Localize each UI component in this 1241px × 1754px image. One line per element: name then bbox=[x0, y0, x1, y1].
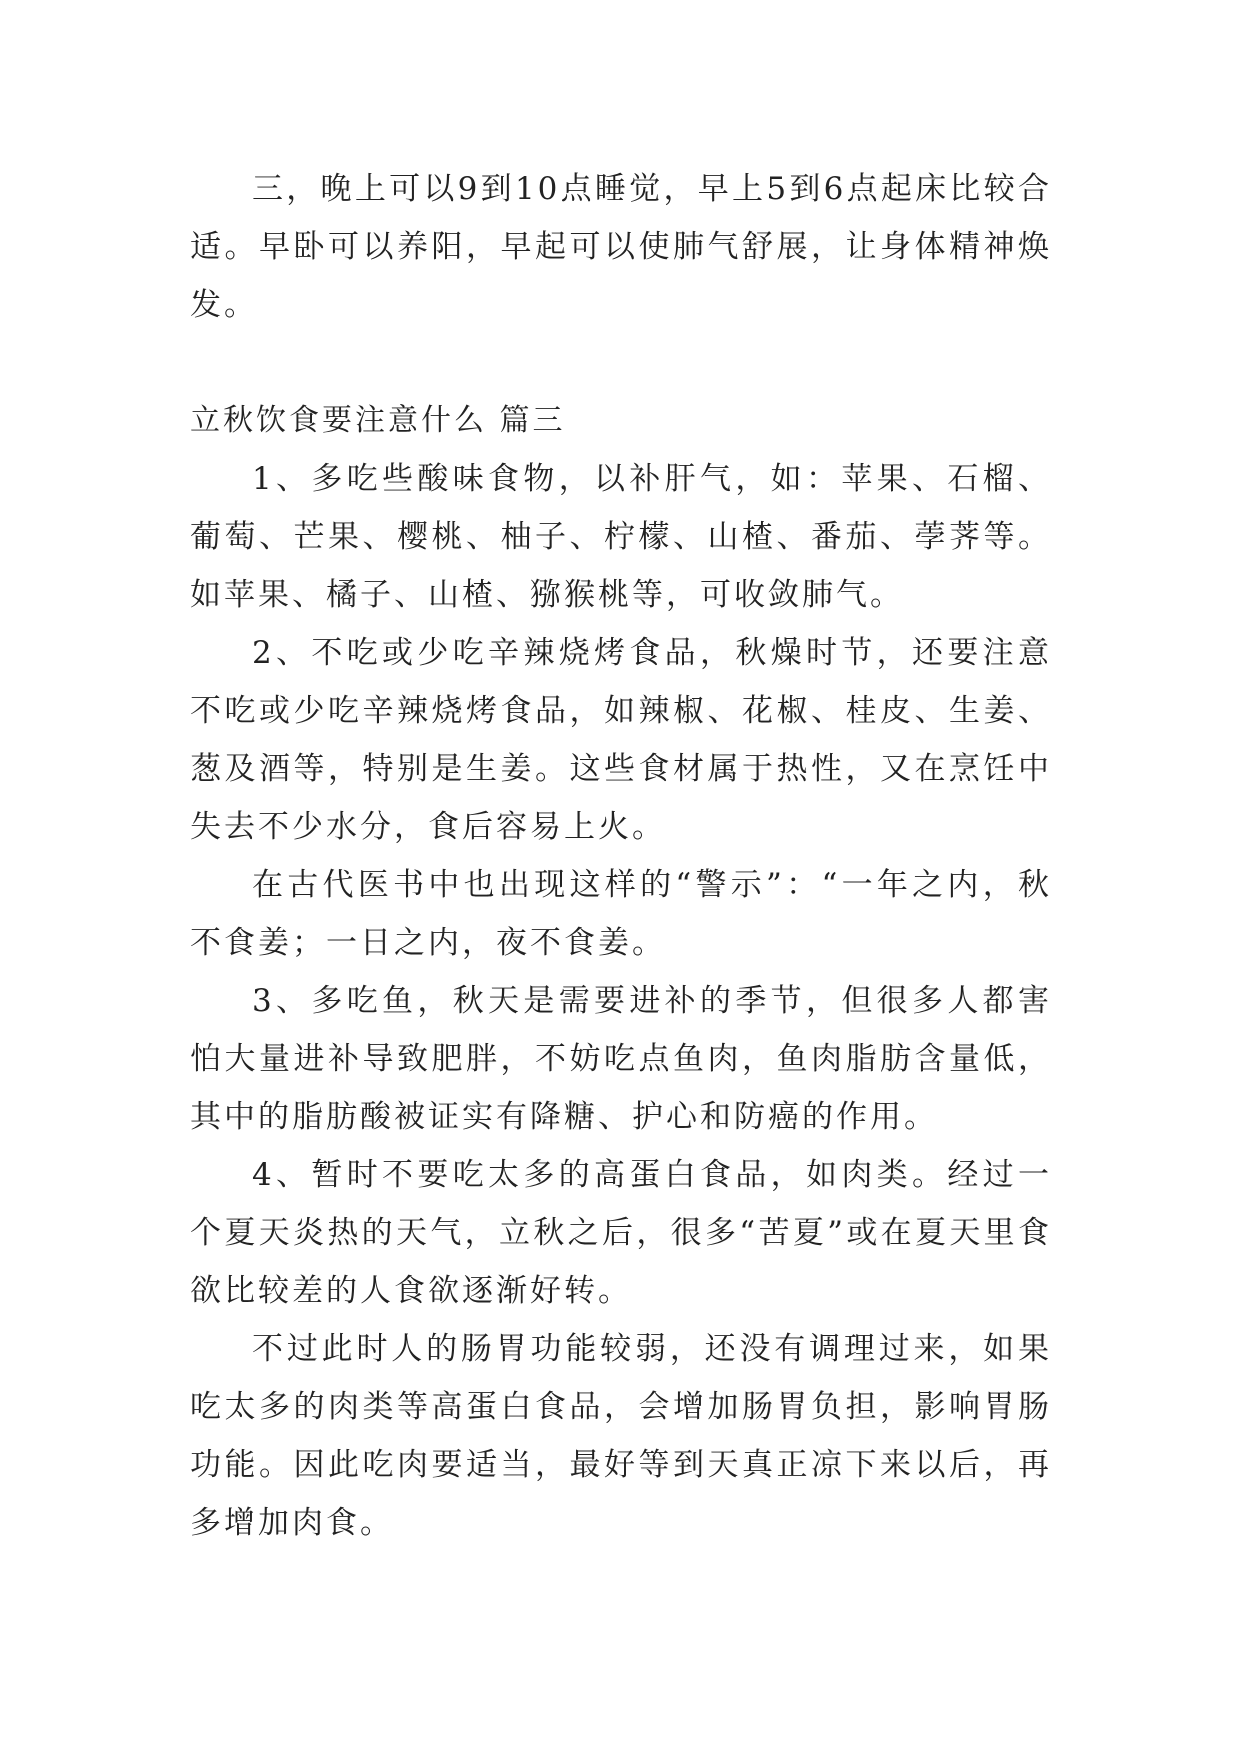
paragraph-high-protein: 4、暂时不要吃太多的高蛋白食品，如肉类。经过一个夏天炎热的天气，立秋之后，很多“苦夏”或在夏天里食欲比较差的人食欲逐渐好转。 bbox=[190, 1157, 1052, 1309]
document-body bbox=[190, 160, 1052, 1552]
paragraph-sour-foods: 1、多吃些酸味食物，以补肝气，如：苹果、石榴、葡萄、芒果、樱桃、柚子、柠檬、山楂、番茄、荸荠等。如苹果、橘子、山楂、猕猴桃等，可收敛肺气。 bbox=[190, 461, 1052, 613]
paragraph-spicy-foods: 2、不吃或少吃辛辣烧烤食品，秋燥时节，还要注意不吃或少吃辛辣烧烤食品，如辣椒、花椒、桂皮、生姜、葱及酒等，特别是生姜。这些食材属于热性，又在烹饪中失去不少水分，食后容易上火。 bbox=[190, 635, 1052, 845]
paragraph-fish: 3、多吃鱼，秋天是需要进补的季节，但很多人都害怕大量进补导致肥胖，不妨吃点鱼肉，鱼肉脂肪含量低，其中的脂肪酸被证实有降糖、护心和防癌的作用。 bbox=[190, 983, 1052, 1135]
paragraph-spacer bbox=[190, 334, 1052, 392]
section-heading: 立秋饮食要注意什么 篇三 bbox=[190, 403, 566, 438]
paragraph-digestion: 不过此时人的肠胃功能较弱，还没有调理过来，如果吃太多的肉类等高蛋白食品，会增加肠胃负担，影响胃肠功能。因此吃肉要适当，最好等到天真正凉下来以后，再多增加肉食。 bbox=[190, 1331, 1052, 1541]
paragraph-ancient-warning: 在古代医书中也出现这样的“警示”：“一年之内，秋不食姜；一日之内，夜不食姜。 bbox=[190, 867, 1052, 961]
intro-paragraph: 三，晚上可以9到10点睡觉，早上5到6点起床比较合适。早卧可以养阳，早起可以使肺气舒展，让身体精神焕发。 bbox=[190, 171, 1052, 323]
